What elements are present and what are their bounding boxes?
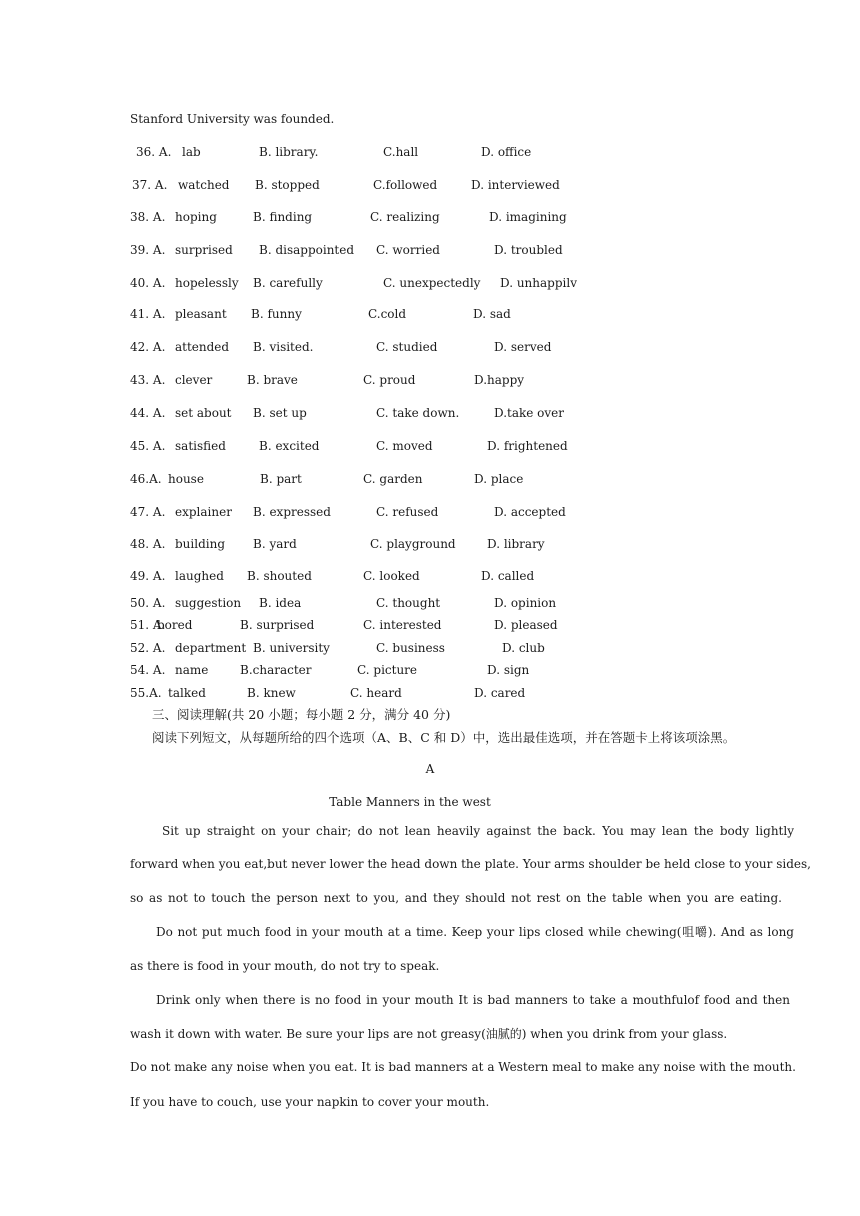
- passage-line: so as not to touch the person next to you, and they should not rest on the table when you are eating.: [130, 891, 782, 905]
- option-a: house: [168, 472, 204, 486]
- option-c: C. studied: [376, 340, 438, 354]
- option-c: C. garden: [363, 472, 423, 486]
- option-b: B. knew: [247, 686, 296, 700]
- section-title: 三、阅读理解(共 20 小题；每小题 2 分，满分 40 分): [152, 707, 451, 722]
- question-number: 42. A.: [130, 340, 166, 354]
- option-c: C. picture: [357, 663, 418, 677]
- option-c: C. moved: [376, 439, 433, 453]
- passage-line: as there is food in your mouth, do not try to speak.: [130, 959, 440, 973]
- option-d: D. frightened: [487, 439, 568, 453]
- passage-letter: A: [425, 762, 435, 776]
- option-a: pleasant: [175, 307, 227, 321]
- question-number: 46.A.: [130, 472, 162, 486]
- question-number: 41. A.: [130, 307, 166, 321]
- question-number: 48. A.: [130, 537, 166, 551]
- option-c: C. looked: [363, 569, 420, 583]
- question-number: 45. A.: [130, 439, 166, 453]
- option-c: C.hall: [383, 145, 419, 159]
- option-b: B. set up: [253, 406, 307, 420]
- option-a: satisfied: [175, 439, 226, 453]
- option-a: explainer: [175, 505, 232, 519]
- option-c: C. take down.: [376, 406, 460, 420]
- question-number: 36. A.: [136, 145, 172, 159]
- option-c: C. proud: [363, 373, 416, 387]
- option-c: C. unexpectedly: [383, 276, 481, 290]
- option-b: B. surprised: [240, 618, 315, 632]
- option-b: B. brave: [247, 373, 298, 387]
- question-number: 37. A.: [132, 178, 168, 192]
- option-b: B. yard: [253, 537, 297, 551]
- option-a: hoping: [175, 210, 217, 224]
- question-number: 38. A.: [130, 210, 166, 224]
- option-d: D. troubled: [494, 243, 563, 257]
- option-a: hopelessly: [175, 276, 239, 290]
- option-a: attended: [175, 340, 230, 354]
- option-b: B. idea: [259, 596, 302, 610]
- option-a: building: [175, 537, 226, 551]
- option-d: D. library: [487, 537, 545, 551]
- passage-title: Table Manners in the west: [329, 795, 491, 809]
- option-b: B. stopped: [255, 178, 320, 192]
- intro-line: Stanford University was founded.: [130, 112, 335, 126]
- question-number: 39. A.: [130, 243, 166, 257]
- option-a: talked: [168, 686, 206, 700]
- passage-line: forward when you eat,but never lower the head down the plate. Your arms shoulder be held close to your sides,: [130, 857, 811, 871]
- option-b: B. carefully: [253, 276, 323, 290]
- option-a: surprised: [175, 243, 233, 257]
- option-a: laughed: [175, 569, 224, 583]
- option-d: D. place: [474, 472, 524, 486]
- option-a: name: [175, 663, 209, 677]
- option-c: C. heard: [350, 686, 402, 700]
- question-number: 49. A.: [130, 569, 166, 583]
- option-d: D. imagining: [489, 210, 567, 224]
- option-a: set about: [175, 406, 232, 420]
- option-d: D. cared: [474, 686, 526, 700]
- question-number: 54. A.: [130, 663, 166, 677]
- option-a: watched: [178, 178, 230, 192]
- passage-line: wash it down with water. Be sure your lips are not greasy(油腻的) when you drink from your glass.: [130, 1027, 728, 1041]
- question-number: 43. A.: [130, 373, 166, 387]
- option-d: D. accepted: [494, 505, 566, 519]
- option-c: C. thought: [376, 596, 441, 610]
- option-d: D.take over: [494, 406, 565, 420]
- passage-line: Sit up straight on your chair; do not lean heavily against the back. You may lean the body lightly: [162, 824, 794, 838]
- question-number: 55.A.: [130, 686, 162, 700]
- option-c: C.cold: [368, 307, 407, 321]
- option-d: D. club: [502, 641, 545, 655]
- question-number: 47. A.: [130, 505, 166, 519]
- option-b: B. funny: [251, 307, 302, 321]
- option-b: B. visited.: [253, 340, 314, 354]
- option-b: B.character: [240, 663, 312, 677]
- option-d: D.happy: [474, 373, 525, 387]
- option-d: D. called: [481, 569, 535, 583]
- question-number: 40. A.: [130, 276, 166, 290]
- option-a: lab: [182, 145, 201, 159]
- option-d: D. unhappilv: [500, 276, 577, 290]
- option-d: D. served: [494, 340, 552, 354]
- option-c: C. business: [376, 641, 445, 655]
- option-a: department: [175, 641, 247, 655]
- section-instructions: 阅读下列短文，从每题所给的四个选项（A、B、C 和 D）中，选出最佳选项，并在答题卡上将该项涂黑。: [152, 730, 736, 745]
- option-c: C. refused: [376, 505, 439, 519]
- option-d: D. opinion: [494, 596, 557, 610]
- option-b: B. excited: [259, 439, 320, 453]
- passage-line: Do not make any noise when you eat. It is bad manners at a Western meal to make any noise with the mouth.: [130, 1060, 796, 1074]
- question-number: 51. A.: [130, 618, 166, 632]
- option-c: C. interested: [363, 618, 442, 632]
- option-a: suggestion: [175, 596, 242, 610]
- passage-line: Do not put much food in your mouth at a time. Keep your lips closed while chewing(咀嚼). And as long: [156, 925, 794, 939]
- option-b: B. part: [260, 472, 302, 486]
- option-b: B. library.: [259, 145, 319, 159]
- question-number: 44. A.: [130, 406, 166, 420]
- option-d: D. sad: [473, 307, 511, 321]
- option-c: C.followed: [373, 178, 438, 192]
- option-b: B. disappointed: [259, 243, 355, 257]
- option-c: C. realizing: [370, 210, 440, 224]
- option-c: C. playground: [370, 537, 456, 551]
- option-d: D. interviewed: [471, 178, 560, 192]
- option-b: B. expressed: [253, 505, 331, 519]
- question-number: 50. A.: [130, 596, 166, 610]
- passage-line: Drink only when there is no food in your mouth It is bad manners to take a mouthfulof food and then: [156, 993, 790, 1007]
- passage-line: If you have to couch, use your napkin to cover your mouth.: [130, 1095, 490, 1109]
- option-c: C. worried: [376, 243, 440, 257]
- option-b: B. finding: [253, 210, 313, 224]
- option-a: clever: [175, 373, 213, 387]
- option-b: B. shouted: [247, 569, 312, 583]
- option-d: D. pleased: [494, 618, 558, 632]
- option-d: D. sign: [487, 663, 530, 677]
- option-d: D. office: [481, 145, 532, 159]
- option-a: bored: [157, 618, 193, 632]
- option-b: B. university: [253, 641, 330, 655]
- question-number: 52. A.: [130, 641, 166, 655]
